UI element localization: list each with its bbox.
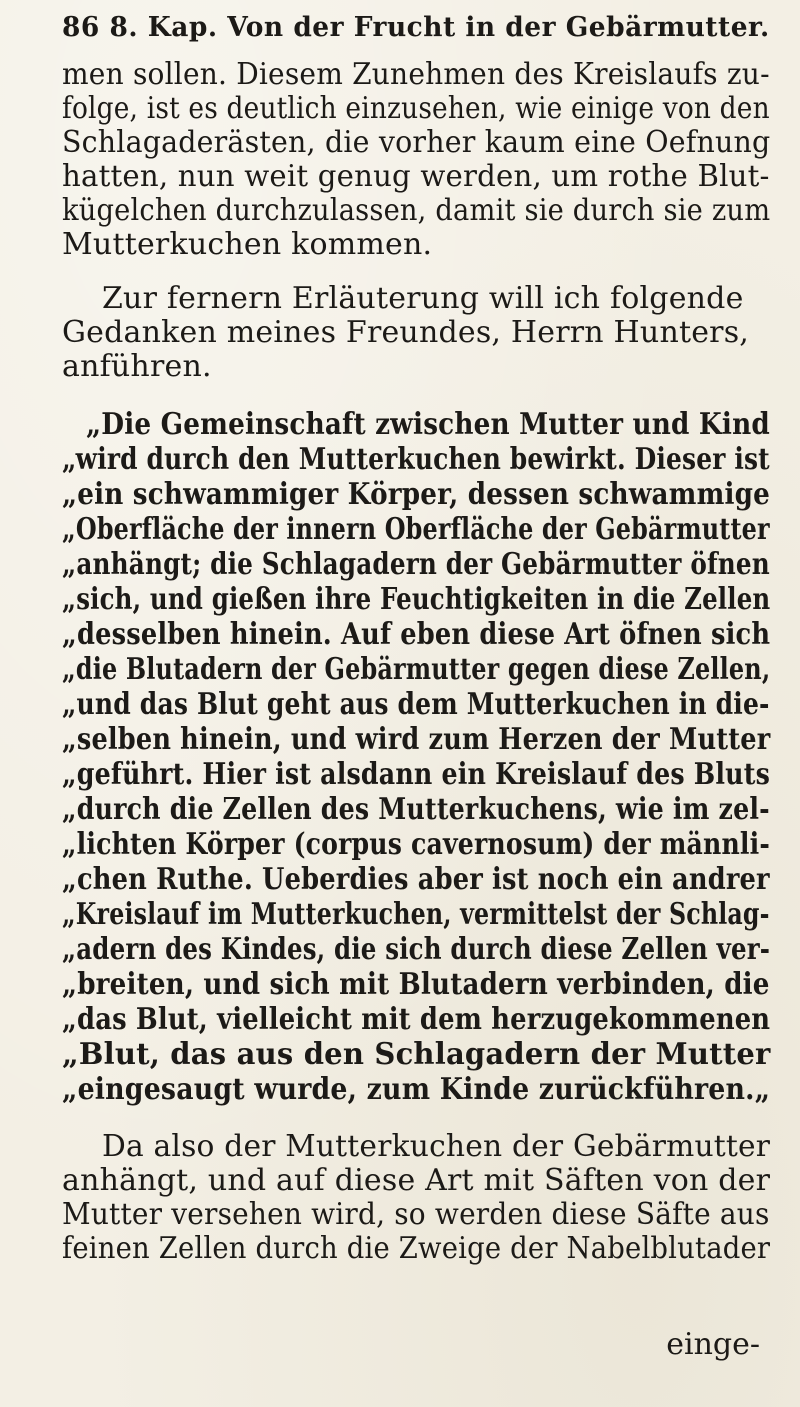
text-line: men sollen. Diesem Zunehmen des Kreislaufs zu- <box>62 57 770 92</box>
text-line: Zur fernern Erläuterung will ich folgende <box>102 281 744 316</box>
text-line: Schlagaderästen, die vorher kaum eine Oefnung <box>62 125 771 160</box>
quote-line: „breiten, und sich mit Blutadern verbinden, die <box>62 967 770 1002</box>
text-line: Mutterkuchen kommen. <box>62 227 433 262</box>
text-line: kügelchen durchzulassen, damit sie durch sie zum <box>62 193 771 228</box>
text-line: Gedanken meines Freundes, Herrn Hunters, <box>62 315 750 350</box>
text-line: anführen. <box>62 349 212 384</box>
quote-line: „ein schwammiger Körper, dessen schwammige <box>62 477 771 512</box>
page-header: 86 8. Kap. Von der Frucht in der Gebärmutter. <box>62 12 770 43</box>
quote-line: „Die Gemeinschaft zwischen Mutter und Kind <box>86 407 770 442</box>
text-line: hatten, nun weit genug werden, um rothe Blut- <box>62 159 770 194</box>
text-line: anhängt, und auf diese Art mit Säften von der <box>62 1163 771 1198</box>
quote-line: „Oberfläche der innern Oberfläche der Gebärmutter <box>62 512 770 547</box>
quote-line: „durch die Zellen des Mutterkuchens, wie im zel- <box>62 792 770 827</box>
quote-line: „sich, und gießen ihre Feuchtigkeiten in die Zellen <box>62 582 771 617</box>
quote-line: „die Blutadern der Gebärmutter gegen diese Zellen, <box>62 652 771 687</box>
quote-line: „wird durch den Mutterkuchen bewirkt. Dieser ist <box>62 442 770 477</box>
catchword: einge- <box>666 1327 760 1362</box>
quote-line: „adern des Kindes, die sich durch diese Zellen ver- <box>62 932 771 967</box>
quote-line: „lichten Körper (corpus cavernosum) der männli- <box>62 827 771 862</box>
quote-line: „geführt. Hier ist alsdann ein Kreislauf des Bluts <box>62 757 771 792</box>
quote-line: „desselben hinein. Auf eben diese Art öfnen sich <box>62 617 771 652</box>
text-line: feinen Zellen durch die Zweige der Nabelblutader <box>62 1231 771 1266</box>
text-line: folge, ist es deutlich einzusehen, wie einige von den <box>62 91 770 126</box>
text-line: Da also der Mutterkuchen der Gebärmutter <box>102 1129 771 1164</box>
text-line: Mutter versehen wird, so werden diese Säfte aus <box>62 1197 770 1232</box>
quote-line: „und das Blut geht aus dem Mutterkuchen in die- <box>62 687 770 722</box>
quote-line: „Kreislauf im Mutterkuchen, vermittelst der Schlag- <box>62 897 770 932</box>
quote-line: „das Blut, vielleicht mit dem herzugekommenen <box>62 1002 771 1037</box>
quote-line: „chen Ruthe. Ueberdies aber ist noch ein andrer <box>62 862 770 897</box>
quote-line: „anhängt; die Schlagadern der Gebärmutter öfnen <box>62 547 770 582</box>
quote-line: „Blut, das aus den Schlagadern der Mutter <box>62 1037 771 1072</box>
quote-line: „selben hinein, und wird zum Herzen der Mutter <box>62 722 771 757</box>
quote-line: „eingesaugt wurde, zum Kinde zurückführen.„ <box>62 1072 771 1107</box>
